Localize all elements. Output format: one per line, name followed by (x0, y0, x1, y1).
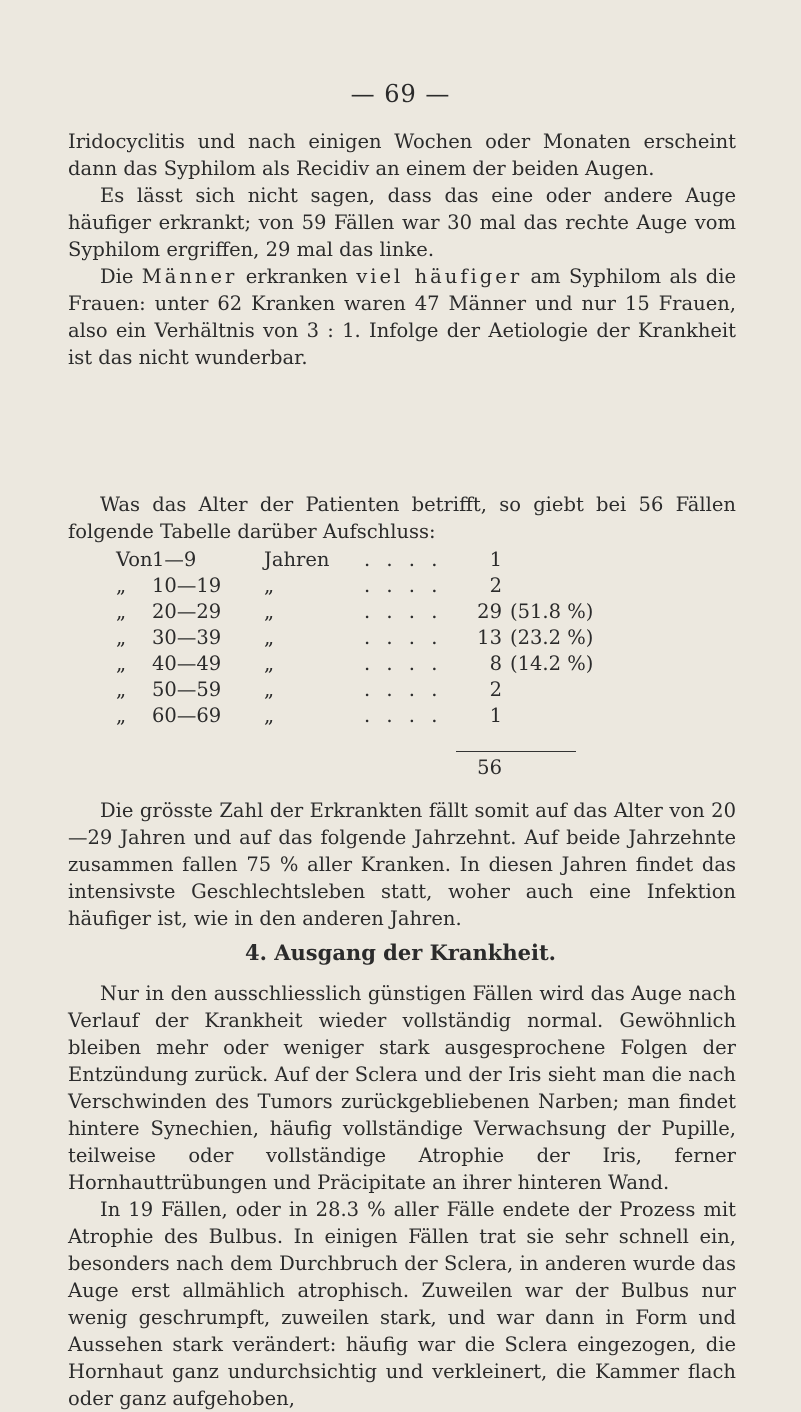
age-row (116, 625, 716, 651)
age-row-dots: . . . . (364, 626, 443, 649)
paragraph-gender (68, 263, 736, 371)
age-row (116, 573, 716, 599)
age-row-count: 13 (477, 626, 502, 649)
age-row-prefix: „ (116, 704, 127, 727)
age-row-count: 2 (489, 678, 502, 701)
age-row (116, 651, 716, 677)
page-number: — 69 — (350, 80, 451, 108)
age-row-prefix: „ (116, 652, 127, 675)
age-row-unit: „ (264, 626, 275, 649)
age-row-range: 1—9 (152, 548, 197, 571)
age-row (116, 677, 716, 703)
age-row-unit: „ (264, 574, 275, 597)
age-row-percent: (14.2 %) (510, 652, 594, 675)
age-row-prefix: „ (116, 600, 127, 623)
age-row-range: 60—69 (152, 704, 222, 727)
age-row (116, 547, 716, 573)
age-row-count: 1 (489, 704, 502, 727)
age-row-range: 50—59 (152, 678, 222, 701)
age-row-percent: (51.8 %) (510, 600, 594, 623)
age-row-percent: (23.2 %) (510, 626, 594, 649)
gender-text-2: erkranken (237, 265, 357, 288)
sum-rule (456, 751, 576, 752)
age-row-count: 1 (489, 548, 502, 571)
age-row-range: 10—19 (152, 574, 222, 597)
paragraph-bulbus-atrophy: In 19 Fällen, oder in 28.3 % aller Fälle endete der Prozess mit Atrophie des Bulbus. In einigen Fällen trat sie sehr schnell ein, besonders nach dem Durchbruch der Sclera, in anderen wurde das Auge erst allmählich atrophisch. Zuweilen war der Bulbus nur wenig geschrumpft, zuweilen stark, und war dann in Form und Aussehen stark verändert: häufig war die Sclera eingezogen, die Hornhaut ganz undurchsichtig und verkleinert, die Kammer flach oder ganz aufgehoben, (68, 1198, 736, 1410)
gender-text-3: am Syphilom als die Frauen: unter 62 Kranken waren 47 Männer und nur 15 Frauen, also ein Verhältnis von 3 : 1. Infolge der Aetiologie der Krankheit ist das nicht wunderbar. (68, 265, 736, 369)
paragraph-outcome: Nur in den ausschliesslich günstigen Fällen wird das Auge nach Verlauf der Krankheit wieder vollständig normal. Gewöhnlich bleiben mehr oder weniger stark ausgesprochene Folgen der Entzündung zurück. Auf der Sclera und der Iris sieht man die nach Verschwinden des Tumors zurückgebliebenen Narben; man findet hintere Synechien, häufig vollständige Verwachsung der Pupille, teilweise oder vollständige Atrophie der Iris, ferner Hornhauttrübungen und Präcipitate an ihrer hinteren Wand. (68, 982, 736, 1194)
age-row-count: 2 (489, 574, 502, 597)
paragraph-eye-side: Es lässt sich nicht sagen, dass das eine oder andere Auge häufiger erkrankt; von 59 Fällen war 30 mal das rechte Auge vom Syphilom ergriffen, 29 mal das linke. (68, 184, 736, 261)
age-row-dots: . . . . (364, 678, 443, 701)
gender-emph-men: Männer (141, 265, 238, 288)
gender-emph-more-often: viel häufiger (356, 265, 523, 288)
age-row-unit: „ (264, 652, 275, 675)
age-row-dots: . . . . (364, 704, 443, 727)
age-row-range: 40—49 (152, 652, 222, 675)
age-row-range: 20—29 (152, 600, 222, 623)
age-row-dots: . . . . (364, 600, 443, 623)
age-row-unit: Jahren (264, 548, 330, 571)
age-row-dots: . . . . (364, 652, 443, 675)
age-row-count: 29 (477, 600, 502, 623)
age-row-dots: . . . . (364, 548, 443, 571)
gender-text-1: Die (100, 265, 142, 288)
age-row-prefix: Von (116, 548, 153, 571)
age-row (116, 703, 716, 729)
age-row-unit: „ (264, 600, 275, 623)
age-row-unit: „ (264, 704, 275, 727)
age-row-count: 8 (489, 652, 502, 675)
age-table (116, 547, 716, 779)
age-table-total: 56 (477, 756, 502, 779)
age-row-dots: . . . . (364, 574, 443, 597)
age-row-range: 30—39 (152, 626, 222, 649)
age-row-prefix: „ (116, 574, 127, 597)
age-row-unit: „ (264, 678, 275, 701)
paragraph-age-intro: Was das Alter der Patienten betrifft, so giebt bei 56 Fällen folgende Tabelle darüber Aufschluss: (68, 493, 736, 543)
paragraph-recidiv: Iridocyclitis und nach einigen Wochen oder Monaten erscheint dann das Syphilom als Recidiv an einem der beiden Augen. (68, 130, 736, 180)
age-row-prefix: „ (116, 678, 127, 701)
paragraph-age-summary: Die grösste Zahl der Erkrankten fällt somit auf das Alter von 20—29 Jahren und auf das folgende Jahrzehnt. Auf beide Jahrzehnte zusammen fallen 75 % aller Kranken. In diesen Jahren findet das intensivste Geschlechtsleben statt, woher auch eine Infektion häufiger ist, wie in den anderen Jahren. (68, 799, 736, 930)
age-row-prefix: „ (116, 626, 127, 649)
age-row (116, 599, 716, 625)
section-heading: 4. Ausgang der Krankheit. (245, 940, 556, 965)
